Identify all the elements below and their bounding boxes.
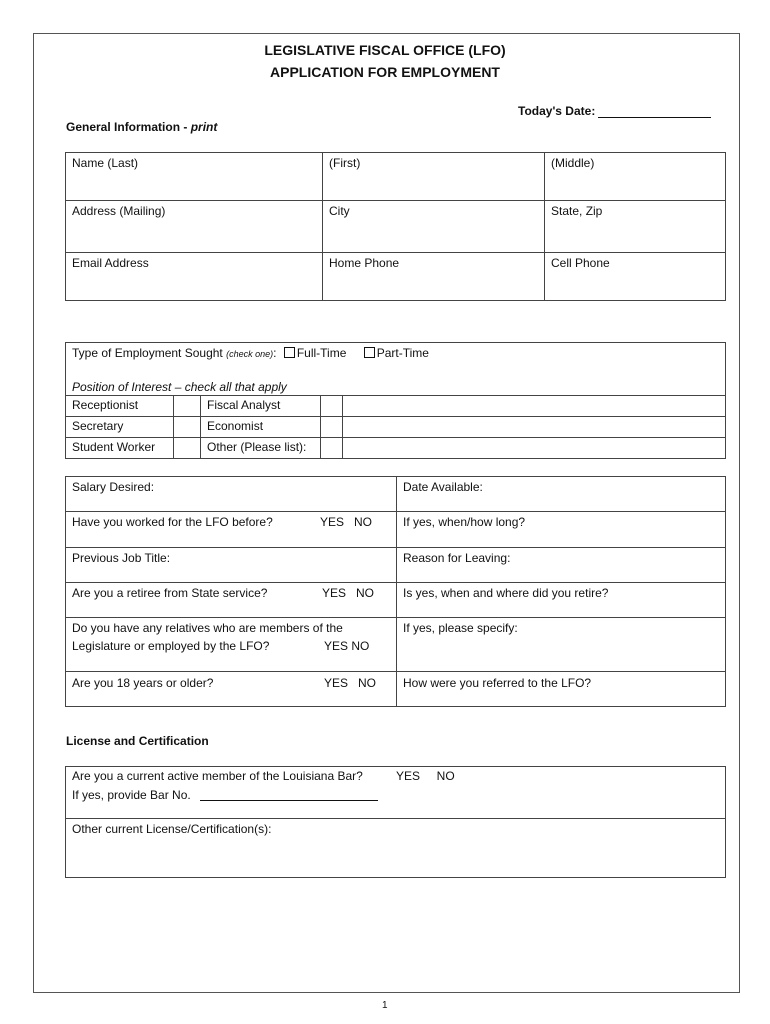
- retiree-question: Are you a retiree from State service?: [72, 586, 268, 600]
- retiree-yes-no[interactable]: YES NO: [322, 586, 375, 600]
- bar-number-label: If yes, provide Bar No.: [72, 788, 191, 802]
- name-middle-field[interactable]: (Middle): [551, 156, 595, 170]
- date-available-field[interactable]: Date Available:: [403, 480, 483, 494]
- position-economist: Economist: [207, 419, 264, 433]
- address-field[interactable]: Address (Mailing): [72, 204, 166, 218]
- worked-before-question: Have you worked for the LFO before?: [72, 515, 273, 529]
- please-specify-field[interactable]: If yes, please specify:: [403, 621, 518, 635]
- col-divider: [544, 152, 545, 301]
- relatives-question-line2: Legislature or employed by the LFO?: [72, 639, 270, 653]
- worked-before-yes-no[interactable]: YES NO: [320, 515, 373, 529]
- bar-member-question: Are you a current active member of the Louisiana Bar?: [72, 769, 363, 783]
- referred-field[interactable]: How were you referred to the LFO?: [403, 676, 592, 690]
- todays-date-label: Today's Date:: [518, 104, 596, 118]
- general-info-heading: General Information - print: [66, 120, 218, 134]
- row-divider: [65, 416, 726, 417]
- employment-type-label: Type of Employment Sought (check one): Full-Time Part-Time: [72, 346, 429, 360]
- position-secretary: Secretary: [72, 419, 124, 433]
- row-divider: [65, 200, 726, 201]
- email-field[interactable]: Email Address: [72, 256, 149, 270]
- general-info-table: [65, 152, 726, 301]
- col-divider: [396, 476, 397, 707]
- license-heading: License and Certification: [66, 734, 209, 748]
- bar-number-field[interactable]: [200, 800, 378, 801]
- receptionist-check[interactable]: [174, 396, 200, 416]
- name-first-field[interactable]: (First): [329, 156, 361, 170]
- other-license-field[interactable]: Other current License/Certification(s):: [72, 822, 272, 836]
- row-divider: [65, 818, 726, 819]
- other-position-field[interactable]: [343, 438, 725, 458]
- position-other: Other (Please list):: [207, 440, 307, 454]
- relatives-yes-no[interactable]: YES NO: [324, 639, 370, 653]
- todays-date-field[interactable]: [598, 117, 711, 118]
- salary-field[interactable]: Salary Desired:: [72, 480, 155, 494]
- previous-job-title-field[interactable]: Previous Job Title:: [72, 551, 171, 565]
- form-title: LEGISLATIVE FISCAL OFFICE (LFO): [264, 42, 506, 58]
- full-time-label: Full-Time: [296, 346, 347, 360]
- part-time-label: Part-Time: [376, 346, 429, 360]
- fiscal-analyst-check[interactable]: [321, 396, 342, 416]
- when-where-retire-field[interactable]: Is yes, when and where did you retire?: [403, 586, 609, 600]
- age-yes-no[interactable]: YES NO: [324, 676, 377, 690]
- row-divider: [65, 252, 726, 253]
- home-phone-field[interactable]: Home Phone: [329, 256, 400, 270]
- col-divider: [200, 395, 201, 459]
- full-time-checkbox[interactable]: [284, 347, 295, 358]
- form-subtitle: APPLICATION FOR EMPLOYMENT: [270, 64, 500, 80]
- reason-for-leaving-field[interactable]: Reason for Leaving:: [403, 551, 511, 565]
- when-how-long-field[interactable]: If yes, when/how long?: [403, 515, 526, 529]
- page-number: 1: [382, 1000, 388, 1011]
- position-receptionist: Receptionist: [72, 398, 139, 412]
- position-fiscal-analyst: Fiscal Analyst: [207, 398, 281, 412]
- cell-phone-field[interactable]: Cell Phone: [551, 256, 610, 270]
- part-time-checkbox[interactable]: [364, 347, 375, 358]
- relatives-question-line1: Do you have any relatives who are members of the: [72, 621, 343, 635]
- row-divider: [65, 395, 726, 396]
- economist-check[interactable]: [321, 417, 342, 437]
- state-zip-field[interactable]: State, Zip: [551, 204, 603, 218]
- col-divider: [322, 152, 323, 301]
- bar-member-yes-no[interactable]: YES NO: [396, 769, 455, 783]
- other-check[interactable]: [321, 438, 342, 458]
- position-student-worker: Student Worker: [72, 440, 156, 454]
- secretary-check[interactable]: [174, 417, 200, 437]
- position-interest-label: Position of Interest – check all that apply: [72, 380, 287, 394]
- city-field[interactable]: City: [329, 204, 350, 218]
- age-question: Are you 18 years or older?: [72, 676, 214, 690]
- name-last-field[interactable]: Name (Last): [72, 156, 139, 170]
- student-worker-check[interactable]: [174, 438, 200, 458]
